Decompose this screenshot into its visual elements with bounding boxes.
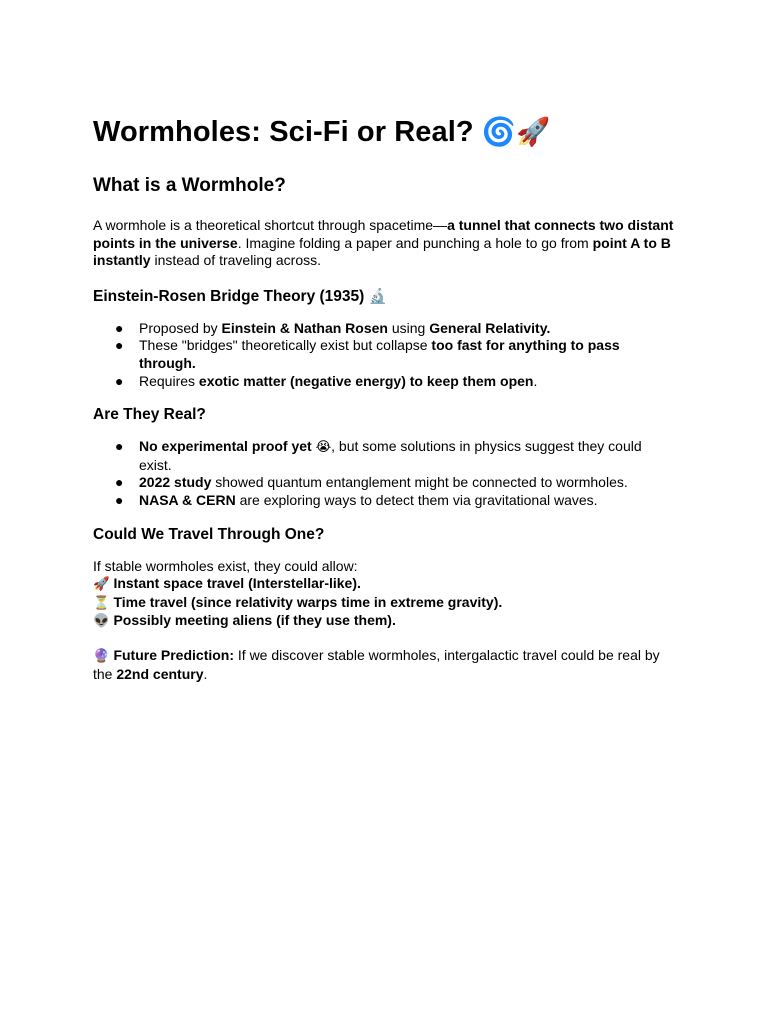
list-item xyxy=(93,438,678,474)
list-item xyxy=(93,492,678,510)
einstein-rosen-list xyxy=(93,320,678,390)
heading-could-we-travel: Could We Travel Through One? xyxy=(93,525,325,543)
item-text: Proposed by xyxy=(139,319,222,336)
item-text: These "bridges" theoretically exist but collapse xyxy=(139,337,432,354)
heading-einstein-rosen xyxy=(93,286,678,308)
travel-line-aliens xyxy=(93,612,678,631)
bullet-icon: ● xyxy=(115,438,124,455)
rocket-icon: 🚀 xyxy=(93,577,110,593)
list-item xyxy=(93,474,678,492)
bullet-icon: ● xyxy=(115,474,124,491)
item-bold: NASA & CERN xyxy=(139,491,236,508)
einstein-rosen-heading-text: Einstein-Rosen Bridge Theory (1935) xyxy=(93,287,365,305)
travel-line-space xyxy=(93,575,678,594)
item-bold: No experimental proof yet xyxy=(139,438,312,455)
future-prediction-paragraph xyxy=(93,647,678,683)
are-they-real-list xyxy=(93,438,678,509)
item-bold: General Relativity. xyxy=(429,319,551,336)
definition-text-3: instead of traveling across. xyxy=(150,252,321,269)
heading-what-is-wormhole: What is a Wormhole? xyxy=(93,175,286,196)
bullet-icon: ● xyxy=(115,337,124,354)
travel-line-time xyxy=(93,594,678,613)
travel-intro: If stable wormholes exist, they could allow: xyxy=(93,557,358,574)
prediction-text: If we discover stable wormholes, intergalactic travel could be real by the xyxy=(93,646,660,682)
document-title xyxy=(93,113,678,151)
list-item xyxy=(93,373,678,391)
travel-line-text: Time travel (since relativity warps time in extreme gravity). xyxy=(113,593,503,610)
crying-face-icon: 😭 xyxy=(315,440,332,456)
item-bold: too fast for anything to pass through. xyxy=(139,337,620,371)
title-text: Wormholes: Sci-Fi or Real? xyxy=(93,116,474,148)
item-text: are exploring ways to detect them via gravitational waves. xyxy=(235,491,598,508)
travel-line-text: Instant space travel (Interstellar-like). xyxy=(113,575,361,592)
list-item xyxy=(93,337,678,372)
wormhole-definition-paragraph xyxy=(93,217,678,270)
definition-bold-1: a tunnel that connects two distant points in the universe xyxy=(93,217,674,251)
crystal-ball-icon: 🔮 xyxy=(93,648,110,664)
item-bold: exotic matter (negative energy) to keep them open xyxy=(198,372,534,389)
bullet-icon: ● xyxy=(115,319,124,336)
spiral-rocket-icon: 🌀🚀 xyxy=(481,116,551,148)
item-text: Requires xyxy=(139,372,199,389)
prediction-end: . xyxy=(203,665,208,682)
definition-bold-2: point A to B instantly xyxy=(93,234,671,269)
alien-icon: 👽 xyxy=(93,614,110,630)
hourglass-icon: ⏳ xyxy=(93,595,110,611)
item-text: showed quantum entanglement might be connected to wormholes. xyxy=(211,474,628,491)
bullet-icon: ● xyxy=(115,372,124,389)
prediction-bold: 22nd century xyxy=(116,665,204,682)
item-bold: 2022 study xyxy=(139,474,212,491)
item-text: , but some solutions in physics suggest they could exist. xyxy=(139,438,642,473)
list-item xyxy=(93,320,678,338)
microscope-icon: 🔬 xyxy=(368,287,387,305)
item-text: using xyxy=(387,319,430,336)
item-text: . xyxy=(533,372,538,389)
bullet-icon: ● xyxy=(115,491,124,508)
definition-text-1: A wormhole is a theoretical shortcut through spacetime— xyxy=(93,217,448,233)
travel-possibilities xyxy=(93,558,678,631)
travel-line-text: Possibly meeting aliens (if they use them). xyxy=(113,612,396,629)
item-bold: Einstein & Nathan Rosen xyxy=(221,319,388,336)
heading-are-they-real: Are They Real? xyxy=(93,406,206,424)
definition-text-2: . Imagine folding a paper and punching a hole to go from xyxy=(237,234,593,251)
document-content xyxy=(93,113,678,699)
prediction-label: Future Prediction: xyxy=(113,646,235,663)
